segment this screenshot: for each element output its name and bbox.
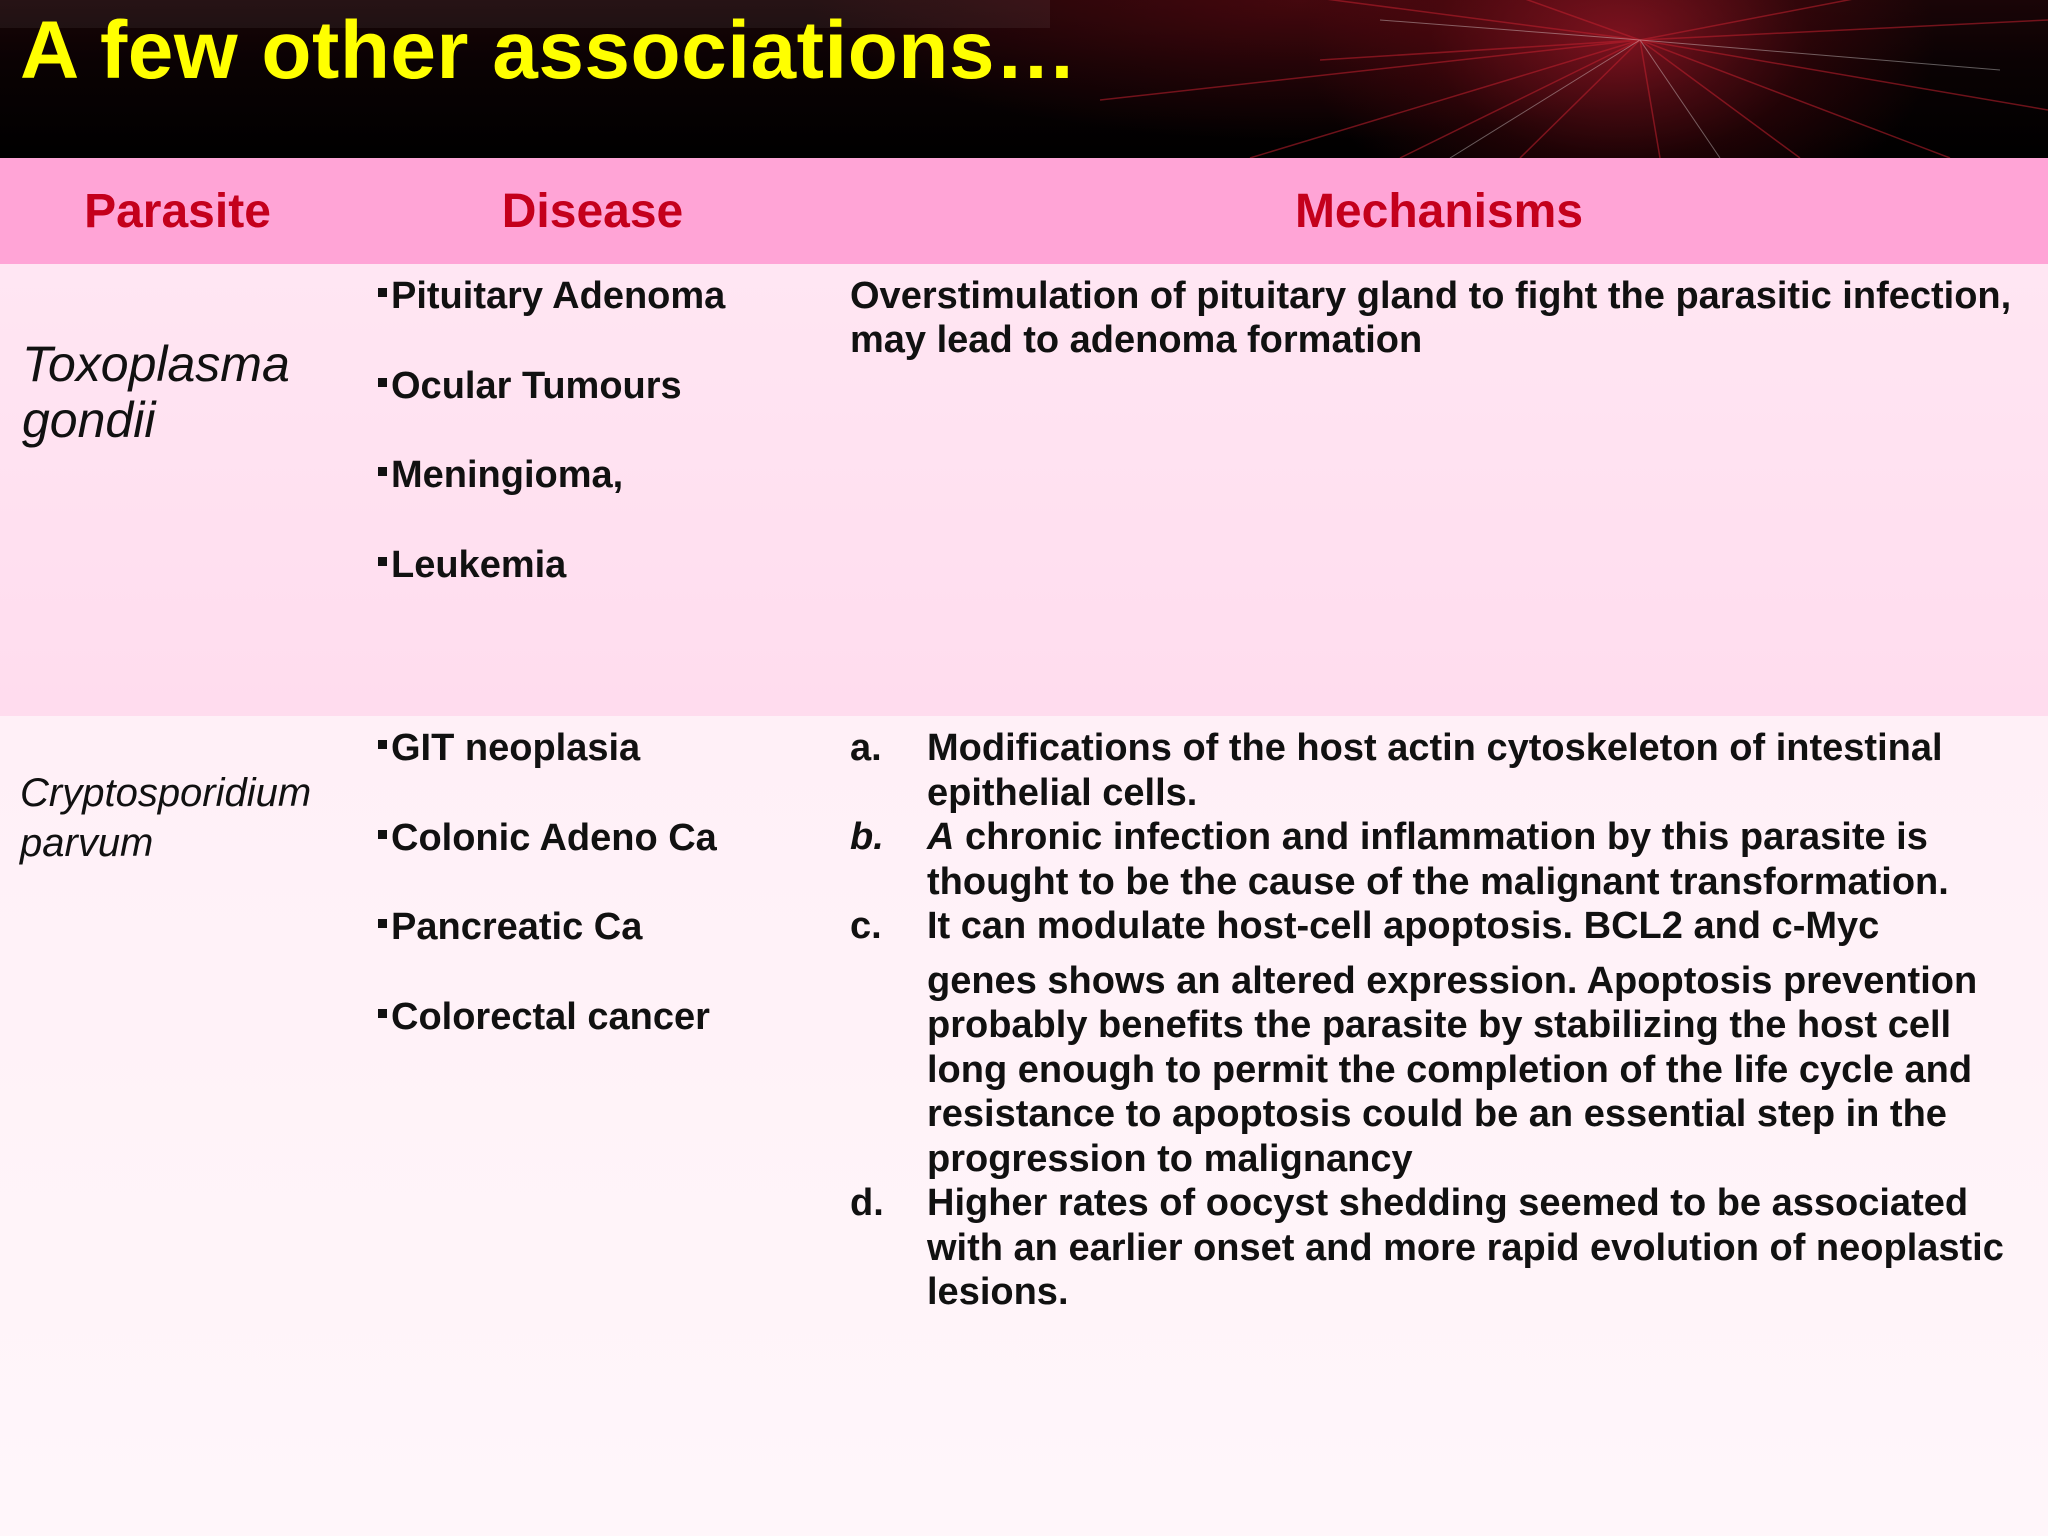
list-item — [378, 816, 717, 906]
slide-title-bar — [0, 0, 2048, 158]
disease-label: Colorectal cancer — [391, 995, 710, 1038]
list-item — [378, 364, 725, 454]
parasite-name-line1: Toxoplasma — [22, 336, 290, 392]
mechanism-text-continued: genes shows an altered expression. Apoptosis prevention probably benefits the parasite by stabilizing the host cell long enough to permit the completion of the life cycle and resistance to apoptosis could be an essential step in the progression to malignancy — [927, 959, 1978, 1180]
bullet-square-icon — [378, 740, 387, 749]
disease-label: Meningioma, — [391, 454, 624, 496]
parasite-name — [22, 336, 352, 448]
disease-list — [378, 274, 725, 632]
disease-label: Ocular Tumours — [391, 364, 682, 407]
bullet-square-icon — [378, 1009, 387, 1018]
disease-label: Pancreatic Ca — [391, 906, 643, 948]
list-item — [378, 274, 725, 364]
mechanism-text: It can modulate host-cell apoptosis. BCL2 and c-Myc — [927, 905, 1880, 947]
associations-table — [0, 158, 2048, 1536]
list-item — [378, 995, 717, 1085]
parasite-name-line2: gondii — [22, 392, 156, 448]
mechanism-list — [850, 726, 2030, 1315]
list-item — [378, 905, 717, 995]
mechanism-item-d — [850, 1181, 2030, 1315]
disease-label: GIT neoplasia — [391, 727, 641, 769]
bullet-square-icon — [378, 919, 387, 928]
disease-label: Colonic Adeno Ca — [391, 816, 717, 859]
parasite-name-line2: parvum — [20, 821, 154, 865]
bullet-square-icon — [378, 557, 387, 566]
table-row-toxoplasma — [0, 264, 2048, 716]
parasite-name — [20, 768, 380, 868]
table-row-cryptosporidium — [0, 716, 2048, 1536]
mechanism-text: Higher rates of oocyst shedding seemed to be associated with an earlier onset and more rapid evolution of neoplastic lesions. — [927, 1182, 2004, 1313]
mechanism-item-a — [850, 726, 2030, 815]
header-mechanisms: Mechanisms — [1294, 184, 1584, 238]
bullet-square-icon — [378, 288, 387, 297]
mechanism-text: chronic infection and inflammation by this parasite is thought to be the cause of the malignant transformation. — [927, 816, 1949, 903]
list-item — [378, 543, 725, 633]
disease-list — [378, 726, 717, 1084]
parasite-name-line1: Cryptosporidium — [20, 771, 312, 815]
disease-label: Leukemia — [391, 543, 567, 586]
disease-label: Pituitary Adenoma — [391, 275, 726, 317]
bullet-square-icon — [378, 830, 387, 839]
list-marker: c. — [850, 905, 882, 947]
table-header-row — [0, 158, 2048, 264]
mechanism-text: Overstimulation of pituitary gland to fight the parasitic infection, may lead to adenoma formation — [850, 275, 2012, 361]
list-marker: b. — [850, 816, 884, 858]
bullet-square-icon — [378, 467, 387, 476]
mechanism-first-word: A — [927, 816, 955, 858]
list-item — [378, 453, 725, 543]
mechanism-item-c — [850, 904, 2030, 1181]
header-parasite: Parasite — [84, 184, 271, 238]
mechanism-text: Modifications of the host actin cytoskeleton of intestinal epithelial cells. — [927, 727, 1943, 814]
mechanism-item-b — [850, 815, 2030, 904]
list-marker: a. — [850, 727, 882, 769]
list-marker: d. — [850, 1182, 884, 1224]
header-disease: Disease — [501, 184, 684, 238]
bullet-square-icon — [378, 378, 387, 387]
list-item — [378, 726, 717, 816]
slide-title: A few other associations… — [20, 5, 1078, 96]
